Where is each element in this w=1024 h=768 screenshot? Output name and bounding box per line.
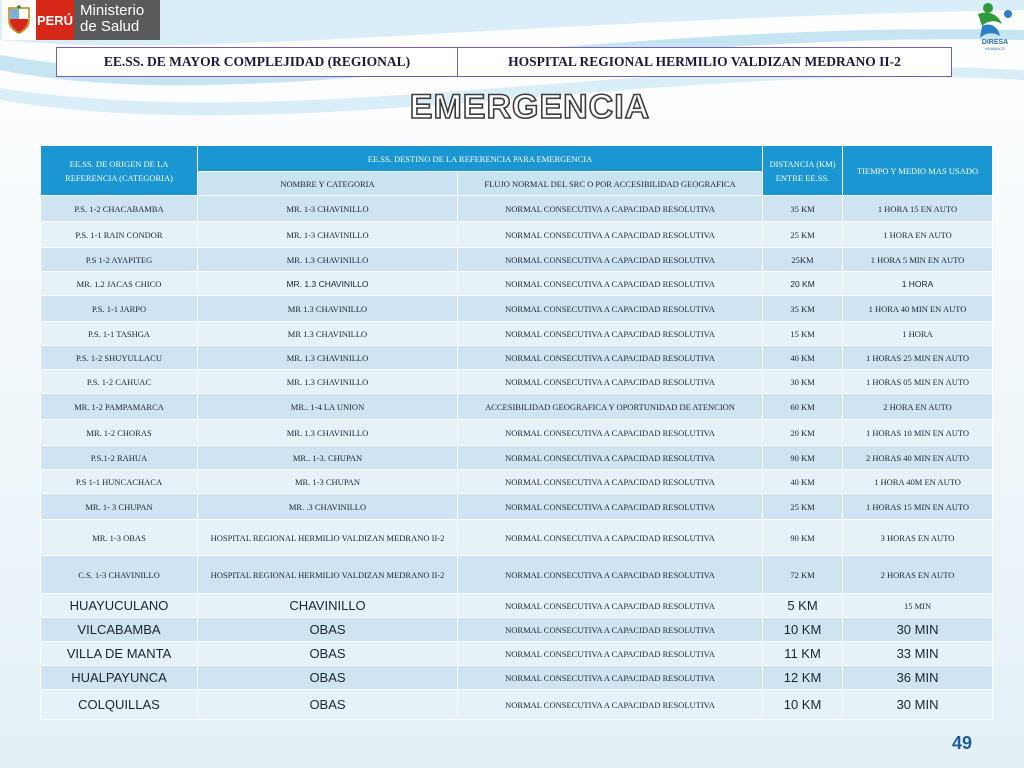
origin-cell: MR. 1-2 CHORAS: [41, 420, 198, 446]
time-cell: 2 HORAS EN AUTO: [843, 556, 993, 594]
page-number: 49: [951, 733, 972, 753]
destination-cell: OBAS: [198, 690, 458, 720]
distance-cell: 12 KM: [763, 666, 843, 690]
origin-cell: P.S. 1-2 CAHUAC: [41, 370, 198, 394]
time-cell: 36 MIN: [843, 666, 993, 690]
table-row: [41, 594, 993, 618]
time-cell: 1 HORA 5 MIN EN AUTO: [843, 248, 993, 272]
flow-cell: NORMAL CONSECUTIVA A CAPACIDAD RESOLUTIVA: [458, 556, 763, 594]
origin-cell: MR. 1-3 OBAS: [41, 520, 198, 556]
origin-cell: P.S 1-1 HUNCACHACA: [41, 470, 198, 494]
origin-cell: COLQUILLAS: [41, 690, 198, 720]
origin-cell: P.S 1-2 AYAPITEG: [41, 248, 198, 272]
destination-cell: MR. 1.3 CHAVINILLO: [198, 272, 458, 296]
distance-cell: 35 KM: [763, 196, 843, 222]
peru-label: PERÚ: [36, 0, 74, 40]
time-cell: 2 HORAS 40 MIN EN AUTO: [843, 446, 993, 470]
flow-cell: NORMAL CONSECUTIVA A CAPACIDAD RESOLUTIVA: [458, 618, 763, 642]
origin-cell: P.S. 1-2 SHUYULLACU: [41, 346, 198, 370]
time-cell: 1 HORA 40 MIN EN AUTO: [843, 296, 993, 322]
distance-cell: 35 KM: [763, 296, 843, 322]
time-cell: 1 HORA EN AUTO: [843, 222, 993, 248]
distance-cell: 40 KM: [763, 470, 843, 494]
time-cell: 1 HORAS 10 MIN EN AUTO: [843, 420, 993, 446]
origin-cell: VILLA DE MANTA: [41, 642, 198, 666]
diresa-text: DIRESA: [981, 39, 1009, 46]
destination-cell: MR. 1.3 CHAVINILLO: [198, 420, 458, 446]
flow-cell: NORMAL CONSECUTIVA A CAPACIDAD RESOLUTIVA: [458, 594, 763, 618]
distance-cell: 90 KM: [763, 520, 843, 556]
time-cell: 1 HORA: [843, 322, 993, 346]
flow-cell: NORMAL CONSECUTIVA A CAPACIDAD RESOLUTIVA: [458, 272, 763, 296]
header-category: EE.SS. DE MAYOR COMPLEJIDAD (REGIONAL): [57, 48, 458, 76]
distance-cell: 60 KM: [763, 394, 843, 420]
destination-cell: MR. 1.3 CHAVINILLO: [198, 346, 458, 370]
time-cell: 1 HORAS 15 MIN EN AUTO: [843, 494, 993, 520]
flow-cell: NORMAL CONSECUTIVA A CAPACIDAD RESOLUTIVA: [458, 248, 763, 272]
ministerio-salud-logo: [2, 0, 160, 40]
destination-cell: MR. 1-3 CHAVINILLO: [198, 196, 458, 222]
destination-cell: MR 1.3 CHAVINILLO: [198, 322, 458, 346]
flow-cell: NORMAL CONSECUTIVA A CAPACIDAD RESOLUTIVA: [458, 666, 763, 690]
col-time-header: TIEMPO Y MEDIO MAS USADO: [843, 146, 993, 196]
origin-cell: HUAYUCULANO: [41, 594, 198, 618]
distance-cell: 15 KM: [763, 322, 843, 346]
time-cell: 15 MIN: [843, 594, 993, 618]
destination-cell: MR. 1-3 CHUPAN: [198, 470, 458, 494]
flow-cell: NORMAL CONSECUTIVA A CAPACIDAD RESOLUTIVA: [458, 196, 763, 222]
table-row: [41, 642, 993, 666]
origin-cell: P.S. 1-2 CHACABAMBA: [41, 196, 198, 222]
destination-cell: OBAS: [198, 618, 458, 642]
distance-cell: 20 KM: [763, 272, 843, 296]
destination-cell: MR. 1.3 CHAVINILLO: [198, 370, 458, 394]
flow-cell: NORMAL CONSECUTIVA A CAPACIDAD RESOLUTIVA: [458, 420, 763, 446]
distance-cell: 11 KM: [763, 642, 843, 666]
flow-cell: NORMAL CONSECUTIVA A CAPACIDAD RESOLUTIVA: [458, 520, 763, 556]
peru-coat-of-arms-icon: [2, 0, 36, 40]
time-cell: 3 HORAS EN AUTO: [843, 520, 993, 556]
destination-cell: MR 1.3 CHAVINILLO: [198, 296, 458, 322]
flow-cell: NORMAL CONSECUTIVA A CAPACIDAD RESOLUTIVA: [458, 642, 763, 666]
time-cell: 30 MIN: [843, 618, 993, 642]
table-row: [41, 470, 993, 494]
origin-cell: P.S.1-2 RAHUA: [41, 446, 198, 470]
col-dest-name-header: NOMBRE Y CATEGORIA: [198, 172, 458, 196]
origin-cell: C.S. 1-3 CHAVINILLO: [41, 556, 198, 594]
origin-cell: HUALPAYUNCA: [41, 666, 198, 690]
distance-cell: 40 KM: [763, 346, 843, 370]
destination-cell: OBAS: [198, 666, 458, 690]
referral-table: [40, 145, 993, 720]
destination-cell: MR. 1.3 CHAVINILLO: [198, 248, 458, 272]
distance-cell: 25 KM: [763, 222, 843, 248]
col-origin-header: EE.SS. DE ORIGEN DE LA REFERENCIA (CATEGORIA): [41, 146, 198, 196]
distance-cell: 10 KM: [763, 690, 843, 720]
distance-cell: 25KM: [763, 248, 843, 272]
distance-cell: 30 KM: [763, 370, 843, 394]
table-row: [41, 222, 993, 248]
time-cell: 1 HORA 40M EN AUTO: [843, 470, 993, 494]
table-row: [41, 666, 993, 690]
distance-cell: 5 KM: [763, 594, 843, 618]
table-row: [41, 370, 993, 394]
table-row: [41, 248, 993, 272]
flow-cell: ACCESIBILIDAD GEOGRAFICA Y OPORTUNIDAD DE ATENCION: [458, 394, 763, 420]
destination-cell: OBAS: [198, 642, 458, 666]
table-row: [41, 196, 993, 222]
time-cell: 1 HORAS 25 MIN EN AUTO: [843, 346, 993, 370]
distance-cell: 25 KM: [763, 494, 843, 520]
flow-cell: NORMAL CONSECUTIVA A CAPACIDAD RESOLUTIVA: [458, 370, 763, 394]
distance-cell: 10 KM: [763, 618, 843, 642]
destination-cell: MR.. 1-4 LA UNION: [198, 394, 458, 420]
col-destination-group-header: EE.SS. DESTINO DE LA REFERENCIA PARA EMERGENCIA: [198, 146, 763, 172]
col-flow-header: FLUJO NORMAL DEL SRC O POR ACCESIBILIDAD GEOGRAFICA: [458, 172, 763, 196]
ministry-label: Ministerio de Salud: [74, 0, 160, 40]
destination-cell: CHAVINILLO: [198, 594, 458, 618]
table-row: [41, 420, 993, 446]
time-cell: 2 HORA EN AUTO: [843, 394, 993, 420]
table-row: [41, 618, 993, 642]
table-row: [41, 394, 993, 420]
table-row: [41, 520, 993, 556]
diresa-logo: [968, 0, 1022, 50]
destination-cell: MR. 1-3 CHAVINILLO: [198, 222, 458, 248]
flow-cell: NORMAL CONSECUTIVA A CAPACIDAD RESOLUTIVA: [458, 346, 763, 370]
flow-cell: NORMAL CONSECUTIVA A CAPACIDAD RESOLUTIVA: [458, 296, 763, 322]
origin-cell: MR. 1-2 PAMPAMARCA: [41, 394, 198, 420]
table-row: [41, 494, 993, 520]
table-row: [41, 296, 993, 322]
flow-cell: NORMAL CONSECUTIVA A CAPACIDAD RESOLUTIVA: [458, 222, 763, 248]
origin-cell: MR. 1- 3 CHUPAN: [41, 494, 198, 520]
table-row: [41, 272, 993, 296]
flow-cell: NORMAL CONSECUTIVA A CAPACIDAD RESOLUTIVA: [458, 446, 763, 470]
table-row: [41, 556, 993, 594]
header-box: [56, 47, 952, 77]
flow-cell: NORMAL CONSECUTIVA A CAPACIDAD RESOLUTIVA: [458, 470, 763, 494]
time-cell: 1 HORAS 05 MIN EN AUTO: [843, 370, 993, 394]
table-row: [41, 346, 993, 370]
origin-cell: P.S. 1-1 JARPO: [41, 296, 198, 322]
page-title: EMERGENCIA: [409, 88, 651, 126]
time-cell: 1 HORA 15 EN AUTO: [843, 196, 993, 222]
flow-cell: NORMAL CONSECUTIVA A CAPACIDAD RESOLUTIVA: [458, 322, 763, 346]
distance-cell: 20 KM: [763, 420, 843, 446]
diresa-sub: HUANUCO: [984, 46, 1006, 50]
table-row: [41, 690, 993, 720]
destination-cell: MR. .3 CHAVINILLO: [198, 494, 458, 520]
time-cell: 33 MIN: [843, 642, 993, 666]
header-hospital: HOSPITAL REGIONAL HERMILIO VALDIZAN MEDRANO II-2: [508, 54, 901, 69]
flow-cell: NORMAL CONSECUTIVA A CAPACIDAD RESOLUTIVA: [458, 494, 763, 520]
origin-cell: P.S. 1-1 RAIN CONDOR: [41, 222, 198, 248]
origin-cell: VILCABAMBA: [41, 618, 198, 642]
diresa-emblem-icon: [968, 0, 1022, 50]
flow-cell: NORMAL CONSECUTIVA A CAPACIDAD RESOLUTIVA: [458, 690, 763, 720]
time-cell: 30 MIN: [843, 690, 993, 720]
origin-cell: P.S. 1-1 TASHGA: [41, 322, 198, 346]
distance-cell: 72 KM: [763, 556, 843, 594]
destination-cell: HOSPITAL REGIONAL HERMILIO VALDIZAN MEDRANO II-2: [198, 556, 458, 594]
destination-cell: HOSPITAL REGIONAL HERMILIO VALDIZAN MEDRANO II-2: [198, 520, 458, 556]
destination-cell: MR.. 1-3. CHUPAN: [198, 446, 458, 470]
time-cell: 1 HORA: [843, 272, 993, 296]
distance-cell: 90 KM: [763, 446, 843, 470]
table-row: [41, 322, 993, 346]
table-row: [41, 446, 993, 470]
col-distance-header: DISTANCIA (KM) ENTRE EE.SS.: [763, 146, 843, 196]
origin-cell: MR. 1.2 JACAS CHICO: [41, 272, 198, 296]
